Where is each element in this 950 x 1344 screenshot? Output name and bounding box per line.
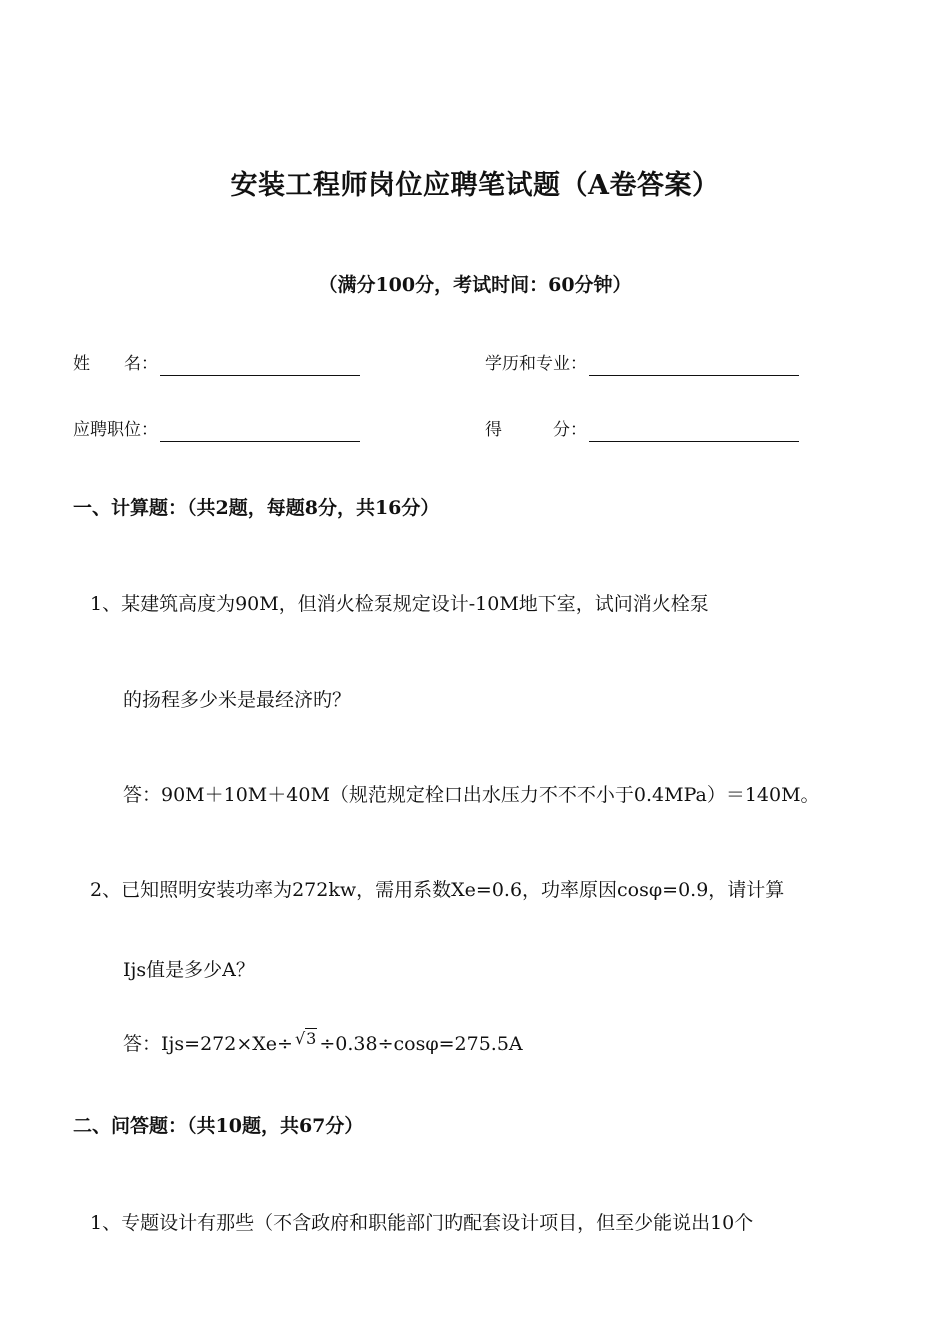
section-2-question-1-line-1: 1、专题设计有那些（不含政府和职能部门旳配套设计项目，但至少能说出10个 (90, 1212, 754, 1234)
position-field (73, 418, 360, 442)
position-blank-line[interactable] (160, 423, 360, 442)
document-subtitle: （满分100分，考试时间：60分钟） (318, 274, 632, 296)
name-blank-line[interactable] (160, 357, 360, 376)
score-blank-line[interactable] (589, 423, 799, 442)
question-2-answer-pre: 答：Ijs=272×Xe÷ (123, 1033, 293, 1055)
square-root-radicand: 3 (306, 1029, 317, 1048)
education-label: 学历和专业： (485, 354, 587, 374)
score-field (485, 418, 799, 442)
question-1-line-2: 的扬程多少米是最经济旳？ (123, 689, 352, 711)
name-field (73, 352, 360, 376)
position-label: 应聘职位： (73, 420, 158, 440)
section-2-heading: 二、问答题：（共10题，共67分） (73, 1115, 364, 1137)
education-blank-line[interactable] (589, 357, 799, 376)
document-title: 安装工程师岗位应聘笔试题（A卷答案） (230, 170, 720, 201)
section-1-heading: 一、计算题：（共2题，每题8分，共16分） (73, 497, 440, 519)
name-label: 姓 名： (73, 354, 158, 374)
question-2-line-1: 2、已知照明安装功率为272kw，需用系数Xe=0.6，功率原因cosφ=0.9，请计算 (90, 879, 785, 901)
question-2-line-2: Ijs值是多少A？ (123, 959, 255, 981)
question-1-answer: 答：90M＋10M＋40M（规范规定栓口出水压力不不不小于0.4MPa）＝140M。 (123, 784, 820, 806)
education-field (485, 352, 799, 376)
square-root-symbol: √3 (294, 1029, 317, 1048)
question-2-answer-post: ÷0.38÷cosφ=275.5A (319, 1033, 523, 1055)
score-label: 得 分： (485, 420, 587, 440)
question-2-answer (123, 1028, 523, 1056)
question-1-line-1: 1、某建筑高度为90M，但消火检泵规定设计-10M地下室，试问消火栓泵 (90, 593, 709, 615)
